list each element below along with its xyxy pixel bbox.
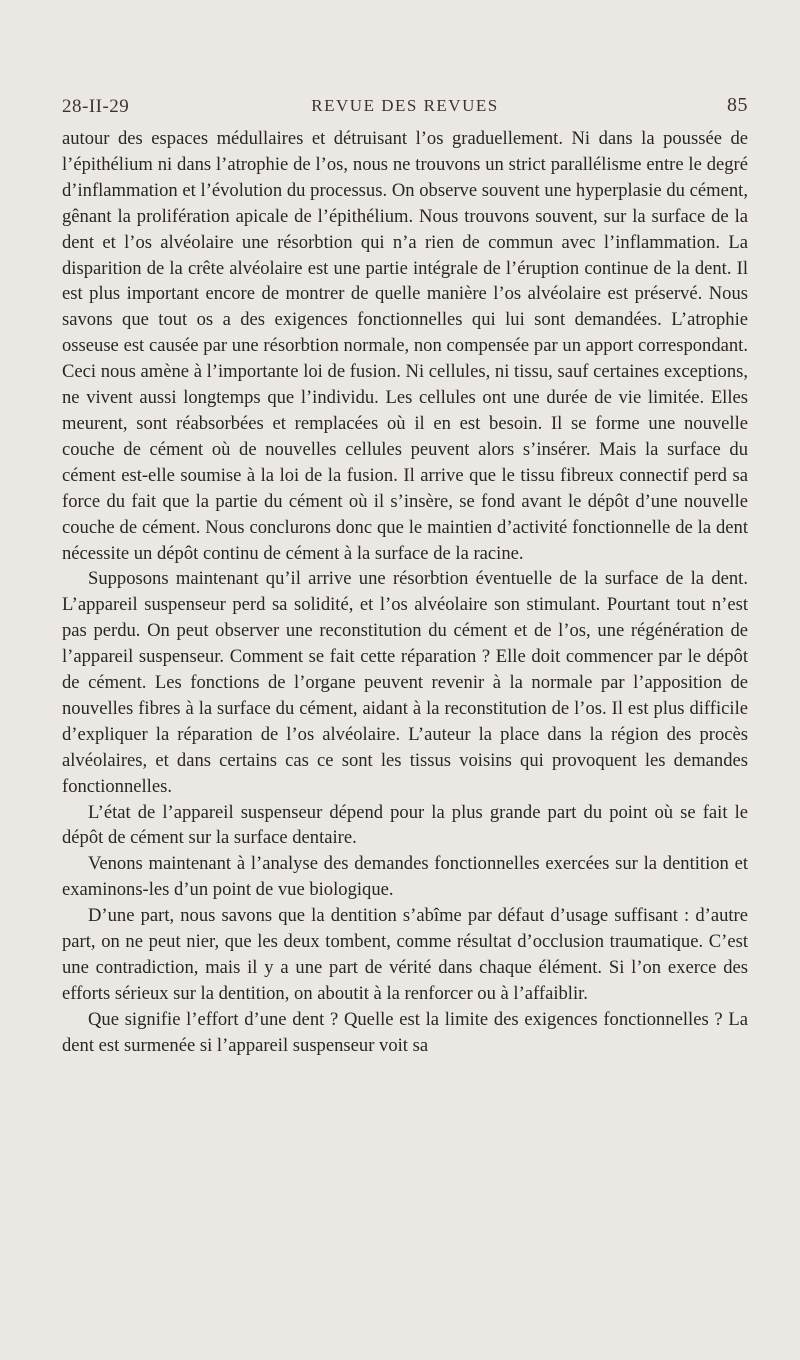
- running-header: [62, 88, 748, 122]
- page-number: 85: [727, 94, 748, 116]
- header-date: 28-II-29: [62, 96, 130, 117]
- paragraph: D’une part, nous savons que la dentition s’abîme par défaut d’usage suffisant : d’autre part, on ne peut nier, que les deux tombent, comme résultat d’occlusion traumatique. C’est une contradiction, mais il y a une part de vérité dans chaque élément. Si l’on exerce des efforts sérieux sur la dentition, on aboutit à la renforcer ou à l’affaiblir.: [62, 905, 748, 1004]
- paragraph: L’état de l’appareil suspenseur dépend pour la plus grande part du point où se fait le dépôt de cément sur la surface dentaire.: [62, 801, 748, 849]
- paragraph: Que signifie l’effort d’une dent ? Quelle est la limite des exigences fonctionnelles ? La dent est surmenée si l’appareil suspenseur voit sa: [62, 1008, 748, 1056]
- paragraph: autour des espaces médullaires et détruisant l’os graduellement. Ni dans la poussée de l’épithélium ni dans l’atrophie de l’os, nous ne trouvons un strict parallélisme entre le degré d’inflammation et l’évolution du processus. On observe souvent une hyperplasie du cément, gênant la prolifération apicale de l’épithélium. Nous trouvons souvent, sur la surface de la dent et l’os alvéolaire une résorbtion qui n’a rien de commun avec l’inflammation. La disparition de la crête alvéolaire est une partie intégrale de l’éruption continue de la dent. Il est plus important encore de montrer de quelle manière l’os alvéolaire est préservé. Nous savons que tout os a des exigences fonctionnelles qui lui sont demandées. L’atrophie osseuse est causée par une résorbtion normale, non compensée par un apport correspondant. Ceci nous amène à l’importante loi de fusion. Ni cellules, ni tissu, sauf certaines exceptions, ne vivent aussi longtemps que l’individu. Les cellules ont une durée de vie limitée. Elles meurent, sont réabsorbées et remplacées où il en est besoin. Il se forme une nouvelle couche de cément où de nouvelles cellules peuvent alors s’insérer. Mais la surface du cément est-elle soumise à la loi de la fusion. Il arrive que le tissu fibreux connectif perd sa force du fait que la partie du cément où il s’insère, se fond avant le dépôt d’une nouvelle couche de cément. Nous conclurons donc que le maintien d’activité fonctionnelle de la dent nécessite un dépôt continu de cément à la surface de la racine.: [62, 128, 748, 564]
- paragraph: Venons maintenant à l’analyse des demandes fonctionnelles exercées sur la dentition et examinons-les d’un point de vue biologique.: [62, 853, 748, 901]
- paragraph: Supposons maintenant qu’il arrive une résorbtion éventuelle de la surface de la dent. L’appareil suspenseur perd sa solidité, et l’os alvéolaire son stimulant. Pourtant tout n’est pas perdu. On peut observer une reconstitution du cément et de l’os, une régénération de l’appareil suspenseur. Comment se fait cette réparation ? Elle doit commencer par le dépôt de cément. Les fonctions de l’organe peuvent revenir à la normale par l’apposition de nouvelles fibres à la surface du cément, aidant à la reconstitution de l’os. Il est plus difficile d’expliquer la réparation de l’os alvéolaire. L’auteur la place dans la région des procès alvéolaires, et dans certains cas ce sont les tissus voisins qui provoquent les demandes fonctionnelles.: [62, 568, 748, 797]
- article-body: [62, 126, 748, 1059]
- journal-title: REVUE DES REVUES: [311, 96, 499, 115]
